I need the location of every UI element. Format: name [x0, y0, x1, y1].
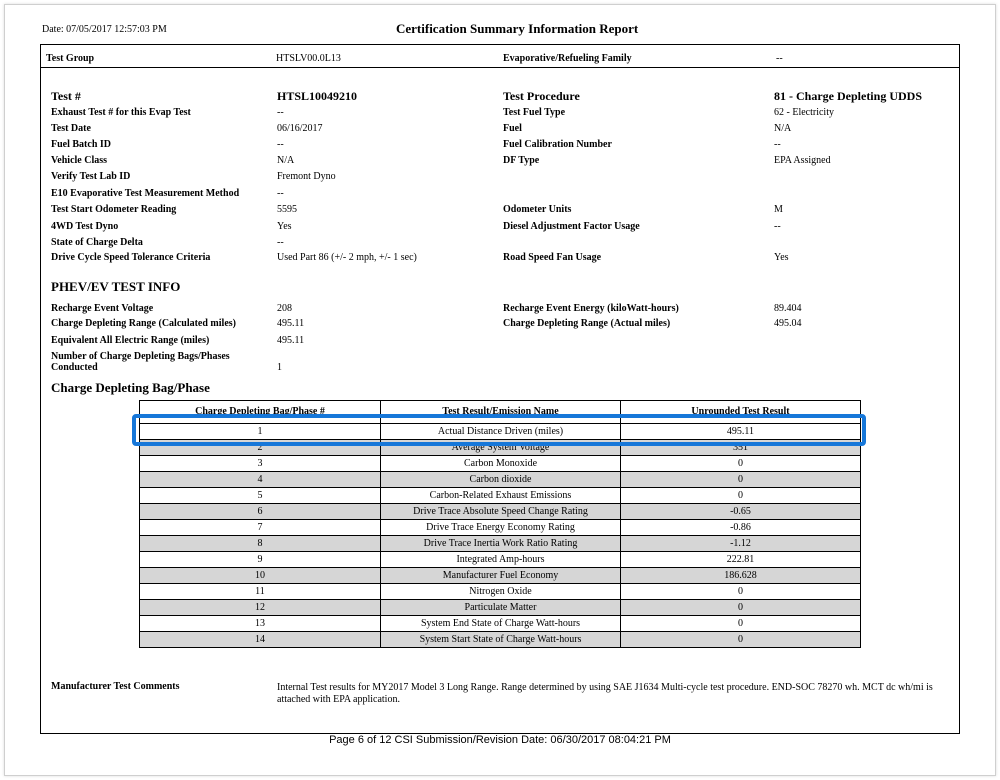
- field-value: HTSL10049210: [277, 89, 358, 103]
- table-cell: 0: [621, 472, 861, 488]
- column-header: Unrounded Test Result: [621, 401, 861, 424]
- field-label: Verify Test Lab ID: [51, 171, 131, 182]
- table-cell: Carbon Monoxide: [381, 456, 621, 472]
- table-cell: 4: [140, 472, 381, 488]
- field-label: Test Start Odometer Reading: [51, 204, 177, 215]
- field-label: Vehicle Class: [51, 155, 108, 166]
- table-cell: 495.11: [621, 424, 861, 440]
- cd-range-calc-value: 495.11: [277, 318, 305, 329]
- table-cell: 0: [621, 456, 861, 472]
- table-cell: Manufacturer Fuel Economy: [381, 568, 621, 584]
- recharge-voltage-value: 208: [277, 303, 292, 314]
- table-cell: 351: [621, 440, 861, 456]
- table-cell: 0: [621, 632, 861, 648]
- eaer-value: 495.11: [277, 335, 305, 346]
- evap-family-value: --: [776, 53, 783, 64]
- field-value: Fremont Dyno: [277, 171, 336, 182]
- evap-family-label: Evaporative/Refueling Family: [503, 53, 632, 64]
- header-divider: [40, 67, 959, 68]
- table-cell: -0.86: [621, 520, 861, 536]
- field-value: EPA Assigned: [774, 155, 831, 166]
- bags-label-line2: Conducted: [51, 362, 98, 373]
- table-cell: 10: [140, 568, 381, 584]
- field-label: Drive Cycle Speed Tolerance Criteria: [51, 252, 211, 263]
- table-cell: -1.12: [621, 536, 861, 552]
- table-row: [140, 584, 861, 600]
- row-highlight-box: [132, 414, 866, 446]
- table-cell: System Start State of Charge Watt-hours: [381, 632, 621, 648]
- field-value: 5595: [277, 204, 297, 215]
- field-value: M: [774, 204, 783, 215]
- field-value: 81 - Charge Depleting UDDS: [774, 89, 922, 103]
- table-cell: 0: [621, 616, 861, 632]
- table-row: [140, 536, 861, 552]
- table-cell: Particulate Matter: [381, 600, 621, 616]
- field-value: --: [277, 139, 284, 150]
- table-row: [140, 600, 861, 616]
- field-value: --: [277, 237, 284, 248]
- field-label: Test Procedure: [503, 89, 580, 103]
- test-group-label: Test Group: [46, 53, 95, 64]
- phev-heading: PHEV/EV TEST INFO: [51, 279, 181, 294]
- table-cell: 5: [140, 488, 381, 504]
- field-value: --: [277, 107, 284, 118]
- table-cell: 2: [140, 440, 381, 456]
- recharge-energy-label: Recharge Event Energy (kiloWatt-hours): [503, 303, 679, 314]
- table-row: [140, 488, 861, 504]
- field-value: Yes: [277, 221, 292, 232]
- table-cell: Carbon-Related Exhaust Emissions: [381, 488, 621, 504]
- table-row: [140, 552, 861, 568]
- table-cell: Drive Trace Energy Economy Rating: [381, 520, 621, 536]
- comments-text: Internal Test results for MY2017 Model 3 Long Range. Range determined by using SAE J1634 Multi-cycle test procedure. END-SOC 78270 wh. MCT dc wh/mi is attached with EPA application.: [277, 682, 933, 705]
- table-cell: Actual Distance Driven (miles): [381, 424, 621, 440]
- cd-range-actual-label: Charge Depleting Range (Actual miles): [503, 318, 671, 329]
- field-label: Diesel Adjustment Factor Usage: [503, 221, 640, 232]
- field-value: --: [774, 139, 781, 150]
- field-label: E10 Evaporative Test Measurement Method: [51, 188, 240, 199]
- page-footer: Page 6 of 12 CSI Submission/Revision Date: 06/30/2017 08:04:21 PM: [329, 734, 671, 746]
- field-label: DF Type: [503, 155, 540, 166]
- field-label: Test #: [51, 89, 81, 103]
- report-title: Certification Summary Information Report: [396, 21, 639, 36]
- bags-value: 1: [277, 362, 282, 373]
- recharge-energy-value: 89.404: [774, 303, 802, 314]
- table-cell: 3: [140, 456, 381, 472]
- bags-label-line1: Number of Charge Depleting Bags/Phases: [51, 351, 230, 362]
- field-label: Test Fuel Type: [503, 107, 566, 118]
- field-label: Odometer Units: [503, 204, 572, 215]
- table-row: [140, 616, 861, 632]
- table-cell: Average System Voltage: [381, 440, 621, 456]
- table-cell: Nitrogen Oxide: [381, 584, 621, 600]
- table-cell: 14: [140, 632, 381, 648]
- field-label: Exhaust Test # for this Evap Test: [51, 107, 191, 118]
- comments-label: Manufacturer Test Comments: [51, 681, 180, 692]
- field-label: State of Charge Delta: [51, 237, 143, 248]
- table-row: [140, 632, 861, 648]
- field-value: N/A: [774, 123, 792, 134]
- table-cell: 0: [621, 584, 861, 600]
- field-label: Road Speed Fan Usage: [503, 252, 602, 263]
- table-cell: 8: [140, 536, 381, 552]
- table-cell: Integrated Amp-hours: [381, 552, 621, 568]
- table-cell: 11: [140, 584, 381, 600]
- table-cell: 0: [621, 600, 861, 616]
- field-value: Yes: [774, 252, 789, 263]
- cd-range-calc-label: Charge Depleting Range (Calculated miles): [51, 318, 236, 329]
- table-cell: 6: [140, 504, 381, 520]
- table-cell: 0: [621, 488, 861, 504]
- column-header: Test Result/Emission Name: [381, 401, 621, 424]
- field-label: Fuel Calibration Number: [503, 139, 612, 150]
- test-group-value: HTSLV00.0L13: [276, 53, 341, 64]
- table-cell: 13: [140, 616, 381, 632]
- table-cell: Carbon dioxide: [381, 472, 621, 488]
- table-cell: -0.65: [621, 504, 861, 520]
- report-date: Date: 07/05/2017 12:57:03 PM: [42, 24, 167, 35]
- table-cell: 222.81: [621, 552, 861, 568]
- field-value: Used Part 86 (+/- 2 mph, +/- 1 sec): [277, 252, 417, 263]
- table-cell: 9: [140, 552, 381, 568]
- column-header: Charge Depleting Bag/Phase #: [140, 401, 381, 424]
- field-value: --: [277, 188, 284, 199]
- table-row: [140, 472, 861, 488]
- field-label: 4WD Test Dyno: [51, 221, 119, 232]
- table-row: [140, 456, 861, 472]
- table-cell: Drive Trace Inertia Work Ratio Rating: [381, 536, 621, 552]
- table-cell: 12: [140, 600, 381, 616]
- recharge-voltage-label: Recharge Event Voltage: [51, 303, 154, 314]
- table-row: [140, 568, 861, 584]
- table-cell: Drive Trace Absolute Speed Change Rating: [381, 504, 621, 520]
- table-cell: 186.628: [621, 568, 861, 584]
- table-cell: 1: [140, 424, 381, 440]
- cd-range-actual-value: 495.04: [774, 318, 802, 329]
- bag-section-heading: Charge Depleting Bag/Phase: [51, 380, 210, 395]
- field-value: N/A: [277, 155, 295, 166]
- field-value: 06/16/2017: [277, 123, 323, 134]
- table-row: [140, 504, 861, 520]
- table-cell: 7: [140, 520, 381, 536]
- field-value: 62 - Electricity: [774, 107, 834, 118]
- field-label: Fuel Batch ID: [51, 139, 111, 150]
- table-cell: System End State of Charge Watt-hours: [381, 616, 621, 632]
- field-value: --: [774, 221, 781, 232]
- field-label: Test Date: [51, 123, 91, 134]
- table-row: [140, 520, 861, 536]
- field-label: Fuel: [503, 123, 522, 134]
- eaer-label: Equivalent All Electric Range (miles): [51, 335, 210, 346]
